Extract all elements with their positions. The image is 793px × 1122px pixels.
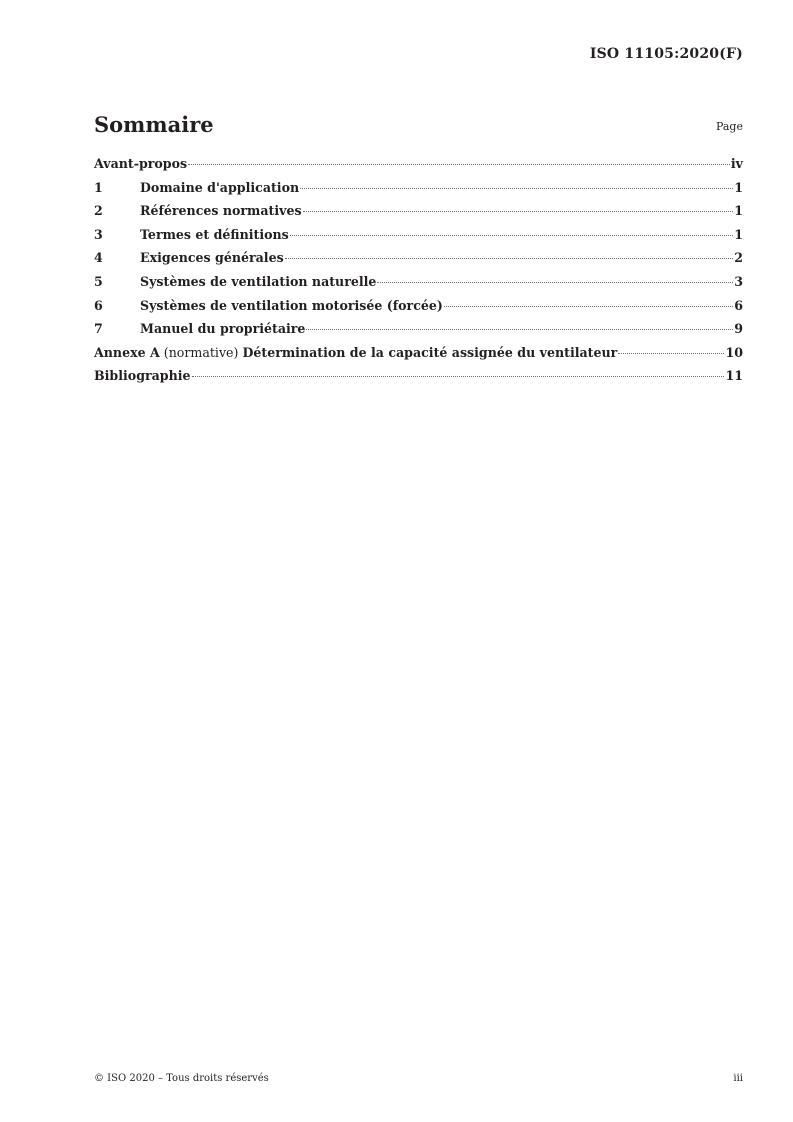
- toc-entry-6[interactable]: [94, 297, 743, 321]
- toc-entry-title: Avant-propos: [94, 156, 188, 171]
- dot-leader: [192, 376, 725, 377]
- dot-leader: [285, 258, 734, 259]
- toc-heading-row: [94, 112, 743, 142]
- toc-entry-page: 2: [734, 250, 743, 266]
- footer-page-number: iii: [733, 1073, 743, 1084]
- toc-entry-avant-propos[interactable]: [94, 155, 743, 179]
- toc-entry-page: iv: [730, 156, 743, 171]
- toc-entry-annex-a[interactable]: [94, 344, 743, 368]
- toc-entry-title: Systèmes de ventilation naturelle: [140, 273, 377, 289]
- annex-label: Annexe A: [94, 344, 160, 360]
- document-id: ISO 11105:2020(F): [589, 46, 743, 62]
- toc-entry-title: Exigences générales: [140, 250, 284, 266]
- toc-entry-number: 5: [94, 273, 103, 289]
- toc-entry-5[interactable]: [94, 273, 743, 297]
- toc-entry-title: Systèmes de ventilation motorisée (forcée): [140, 297, 443, 313]
- toc-entry-title: Détermination de la capacité assignée du ventilateur: [242, 344, 618, 360]
- toc-entry-number: 7: [94, 321, 103, 337]
- toc-entry-title: Domaine d'application: [140, 179, 300, 195]
- dot-leader: [188, 164, 730, 165]
- annex-qualifier: (normative): [163, 344, 239, 360]
- toc-entry-page: 11: [725, 368, 743, 384]
- toc-entry-title: Références normatives: [140, 203, 302, 219]
- dot-leader: [377, 282, 733, 283]
- dot-leader: [444, 306, 733, 307]
- toc-entry-title: Manuel du propriétaire: [140, 321, 306, 337]
- dot-leader: [303, 211, 734, 212]
- toc-entry-3[interactable]: [94, 226, 743, 250]
- toc-entry-2[interactable]: [94, 202, 743, 226]
- toc-entry-bibliography[interactable]: [94, 367, 743, 391]
- toc-entry-page: 1: [734, 226, 743, 242]
- toc-entry-number: 3: [94, 226, 103, 242]
- toc-entry-page: 10: [725, 344, 743, 360]
- toc-entry-number: 6: [94, 297, 103, 313]
- toc-entry-page: 3: [734, 273, 743, 289]
- dot-leader: [300, 188, 733, 189]
- page-column-label: Page: [715, 120, 743, 133]
- toc-entry-page: 6: [734, 297, 743, 313]
- toc-entry-number: 4: [94, 250, 103, 266]
- toc-entry-number: 2: [94, 203, 103, 219]
- dot-leader: [618, 353, 724, 354]
- toc-entry-page: 1: [734, 203, 743, 219]
- dot-leader: [306, 329, 733, 330]
- table-of-contents: [94, 155, 743, 391]
- toc-entry-title: Bibliographie: [94, 368, 191, 384]
- footer-copyright: © ISO 2020 – Tous droits réservés: [94, 1073, 269, 1084]
- toc-entry-4[interactable]: [94, 249, 743, 273]
- toc-title: Sommaire: [94, 112, 214, 137]
- dot-leader: [290, 235, 733, 236]
- toc-entry-page: 1: [734, 179, 743, 195]
- toc-entry-1[interactable]: [94, 179, 743, 203]
- toc-entry-title: Termes et définitions: [140, 226, 289, 242]
- toc-entry-page: 9: [734, 321, 743, 337]
- toc-entry-7[interactable]: [94, 320, 743, 344]
- toc-entry-number: 1: [94, 179, 103, 195]
